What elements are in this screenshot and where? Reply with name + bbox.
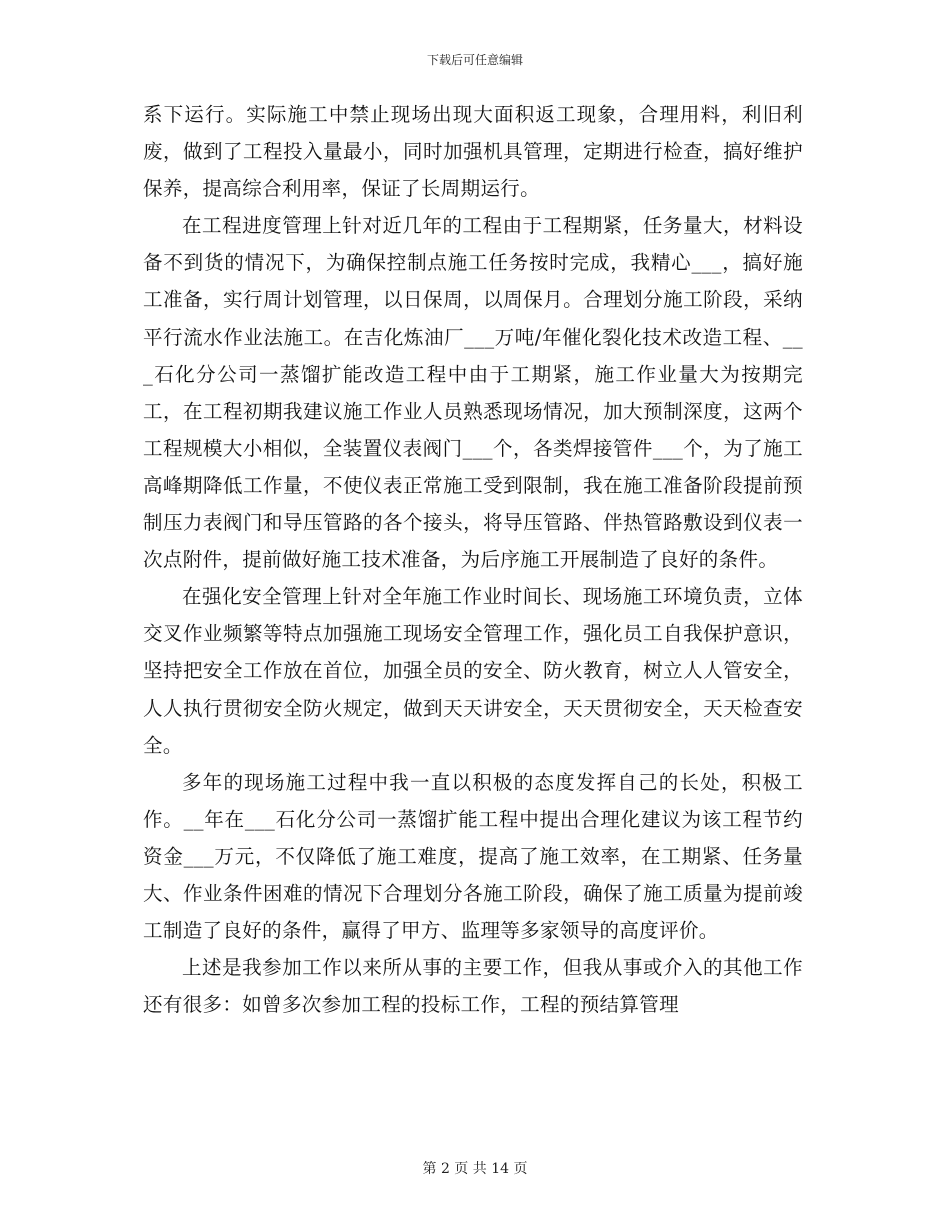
paragraph-schedule-management: 在工程进度管理上针对近几年的工程由于工程期紧，任务量大，材料设备不到货的情况下，为确保控制点施工任务按时完成，我精心___，搞好施工准备，实行周计划管理，以日保周，以周保月。合理划分施工阶段，采纳平行流水作业法施工。在吉化炼油厂___万吨/年催化裂化技术改造工程、___石化分公司一蒸馏扩能改造工程中由于工期紧，施工作业量大为按期完工，在工程初期我建议施工作业人员熟悉现场情况，加大预制深度，这两个工程规模大小相似，全装置仪表阀门___个，各类焊接管件___个，为了施工高峰期降低工作量，不使仪表正常施工受到限制，我在施工准备阶段提前预制压力表阀门和导压管路的各个接头，将导压管路、伴热管路敷设到仪表一次点附件，提前做好施工技术准备，为后序施工开展制造了良好的条件。 [143,214,803,572]
page-header: 下载后可任意编辑 [426,53,523,67]
paragraph-achievements: 多年的现场施工过程中我一直以积极的态度发挥自己的长处，积极工作。__年在___石化分公司一蒸馏扩能工程中提出合理化建议为该工程节约资金___万元，不仅降低了施工难度，提高了施工效率，在工期紧、任务量大、作业条件困难的情况下合理划分各施工阶段，确保了施工质量为提前竣工制造了良好的条件，赢得了甲方、监理等多家领导的高度评价。 [143,770,803,943]
page-footer: 第 2 页 共 14 页 [422,1161,528,1177]
paragraph-other-work: 上述是我参加工作以来所从事的主要工作，但我从事或介入的其他工作还有很多：如曾多次参加工程的投标工作，工程的预结算管理 [143,956,803,1017]
paragraph-continuation: 系下运行。实际施工中禁止现场出现大面积返工现象，合理用料，利旧利废，做到了工程投入量最小，同时加强机具管理，定期进行检查，搞好维护保养，提高综合利用率，保证了长周期运行。 [143,103,803,201]
paragraph-safety-management: 在强化安全管理上针对全年施工作业时间长、现场施工环境负责，立体交叉作业频繁等特点加强施工现场安全管理工作，强化员工自我保护意识，坚持把安全工作放在首位，加强全员的安全、防火教育，树立人人管安全，人人执行贯彻安全防火规定，做到天天讲安全，天天贯彻安全，天天检查安全。 [143,585,803,757]
document-body [143,96,803,1023]
